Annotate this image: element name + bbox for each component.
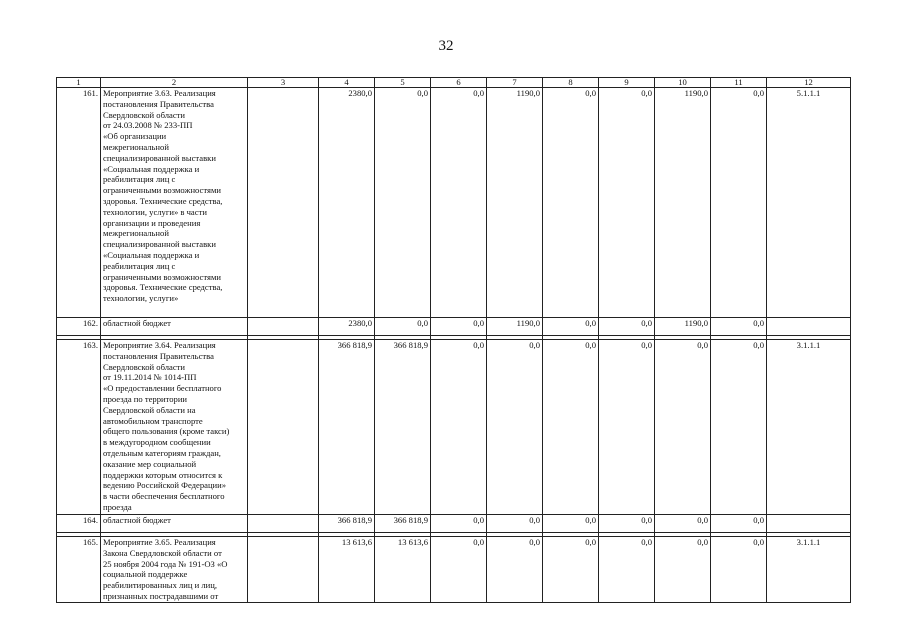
row-number: 164.	[57, 515, 101, 533]
program-table	[56, 77, 851, 603]
year-value: 0,0	[543, 537, 599, 603]
column-header: 10	[655, 78, 711, 88]
year-value: 0,0	[487, 515, 543, 533]
year-value: 0,0	[375, 88, 431, 318]
year-value: 1190,0	[487, 318, 543, 336]
year-value: 13 613,6	[375, 537, 431, 603]
year-value: 0,0	[487, 537, 543, 603]
row-number: 163.	[57, 340, 101, 515]
target-code: 5.1.1.1	[767, 88, 851, 318]
year-value: 0,0	[431, 340, 487, 515]
total-value: 2380,0	[319, 88, 375, 318]
year-value: 1190,0	[487, 88, 543, 318]
year-value: 0,0	[599, 537, 655, 603]
year-value: 366 818,9	[375, 340, 431, 515]
year-value: 0,0	[431, 318, 487, 336]
row-number: 161.	[57, 88, 101, 318]
total-value: 366 818,9	[319, 515, 375, 533]
year-value: 0,0	[655, 340, 711, 515]
year-value: 0,0	[431, 88, 487, 318]
activity-name: Мероприятие 3.65. Реализация Закона Свердловской области от 25 ноября 2004 года № 191-ОЗ «О социальной поддержке реабилитированных лиц и лиц, признанных пострадавшими от	[101, 537, 248, 603]
total-value: 366 818,9	[319, 340, 375, 515]
year-value: 0,0	[543, 340, 599, 515]
executor-cell	[248, 88, 319, 318]
column-number-row	[57, 78, 851, 88]
column-header: 2	[101, 78, 248, 88]
executor-cell	[248, 515, 319, 533]
year-value: 1190,0	[655, 318, 711, 336]
column-header: 11	[711, 78, 767, 88]
activity-name: Мероприятие 3.64. Реализация постановления Правительства Свердловской области от 19.11.2014 № 1014-ПП «О предоставлении бесплатного проезда по территории Свердловской области на автомобильном транспорте общего пользования (кроме такси) в междугородном сообщении отдельным категориям граждан, оказание мер социальной поддержки которым относится к ведению Российской Федерации» в части обеспечения бесплатного проезда	[101, 340, 248, 515]
year-value: 0,0	[711, 515, 767, 533]
column-header: 5	[375, 78, 431, 88]
column-header: 8	[543, 78, 599, 88]
year-value: 0,0	[375, 318, 431, 336]
year-value: 0,0	[431, 537, 487, 603]
year-value: 0,0	[711, 318, 767, 336]
executor-cell	[248, 537, 319, 603]
table-row	[57, 340, 851, 515]
column-header: 4	[319, 78, 375, 88]
year-value: 0,0	[655, 515, 711, 533]
year-value: 0,0	[599, 88, 655, 318]
year-value: 0,0	[543, 318, 599, 336]
table-row	[57, 537, 851, 603]
year-value: 0,0	[711, 88, 767, 318]
target-code: 3.1.1.1	[767, 537, 851, 603]
year-value: 366 818,9	[375, 515, 431, 533]
year-value: 0,0	[543, 515, 599, 533]
column-header: 7	[487, 78, 543, 88]
year-value: 0,0	[655, 537, 711, 603]
target-code	[767, 318, 851, 336]
row-number: 165.	[57, 537, 101, 603]
year-value: 0,0	[711, 340, 767, 515]
total-value: 2380,0	[319, 318, 375, 336]
year-value: 0,0	[487, 340, 543, 515]
table-row	[57, 515, 851, 533]
total-value: 13 613,6	[319, 537, 375, 603]
column-header: 12	[767, 78, 851, 88]
year-value: 0,0	[599, 340, 655, 515]
year-value: 0,0	[543, 88, 599, 318]
year-value: 1190,0	[655, 88, 711, 318]
target-code	[767, 515, 851, 533]
year-value: 0,0	[599, 318, 655, 336]
activity-name: Мероприятие 3.63. Реализация постановления Правительства Свердловской области от 24.03.2008 № 233-ПП «Об организации межрегиональной специализированной выставки «Социальная поддержка и реабилитация лиц с ограниченными возможностями здоровья. Технические средства, технологии, услуги» в части организации и проведения межрегиональной специализированной выставки «Социальная поддержка и реабилитация лиц с ограниченными возможностями здоровья. Технические средства, технологии, услуги»	[101, 88, 248, 318]
column-header: 9	[599, 78, 655, 88]
year-value: 0,0	[599, 515, 655, 533]
year-value: 0,0	[711, 537, 767, 603]
page-number: 32	[438, 38, 454, 54]
table-row	[57, 88, 851, 318]
column-header: 3	[248, 78, 319, 88]
activity-name: областной бюджет	[101, 318, 248, 336]
target-code: 3.1.1.1	[767, 340, 851, 515]
executor-cell	[248, 318, 319, 336]
row-number: 162.	[57, 318, 101, 336]
activity-name: областной бюджет	[101, 515, 248, 533]
column-header: 6	[431, 78, 487, 88]
table-row	[57, 318, 851, 336]
year-value: 0,0	[431, 515, 487, 533]
column-header: 1	[57, 78, 101, 88]
executor-cell	[248, 340, 319, 515]
